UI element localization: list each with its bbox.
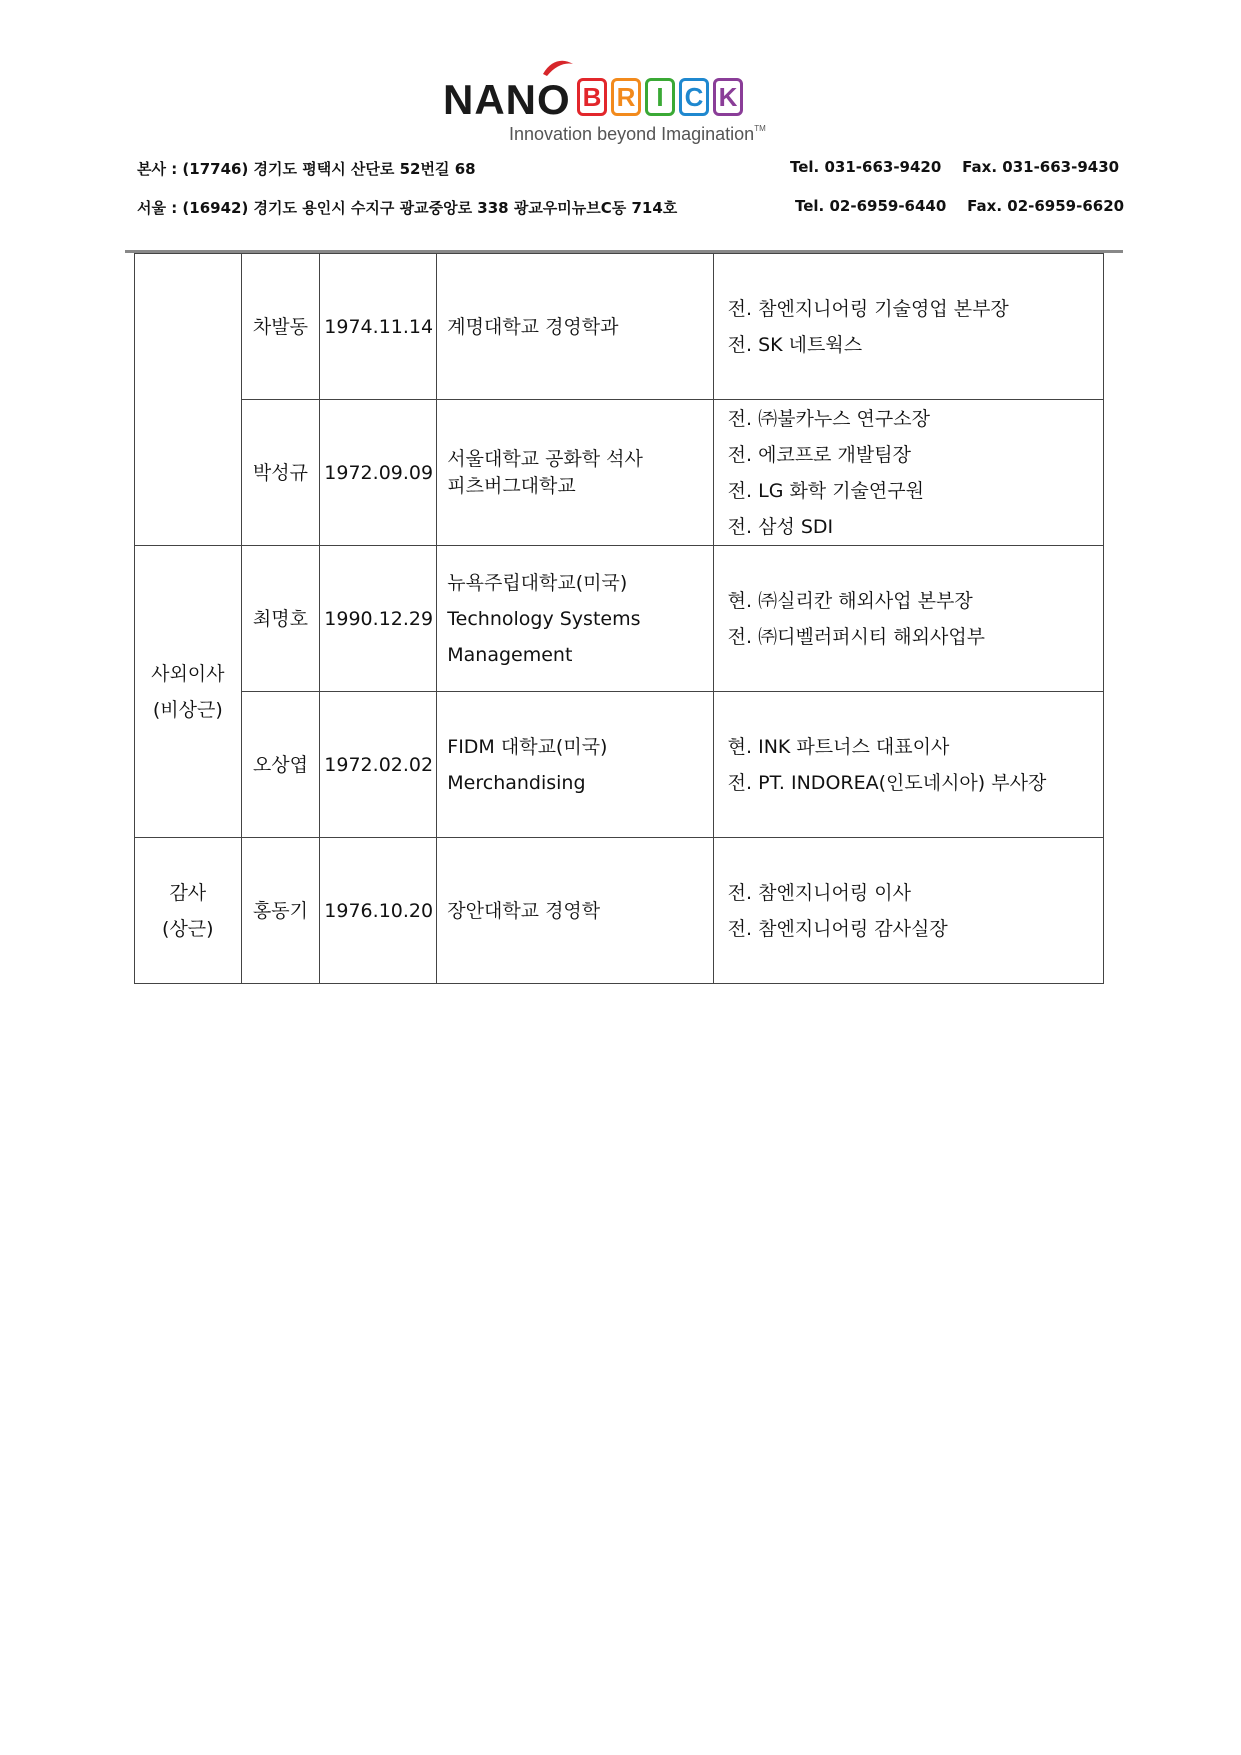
career-cell [713,400,1103,546]
name-cell: 박성규 [241,400,320,546]
education-line: 피츠버그대학교 [447,474,576,497]
logo-letter-b: B [577,78,607,116]
career-cell [713,838,1103,984]
education-cell [437,254,713,400]
education-line: Management [447,643,573,666]
logo-letter-i: I [645,78,675,116]
name-cell: 홍동기 [241,838,320,984]
education-line: Merchandising [447,771,586,794]
logo-letter-r: R [611,78,641,116]
name-cell: 차발동 [241,254,320,400]
company-logo [443,58,803,154]
education-cell [437,400,713,546]
executive-table [134,253,1104,984]
career-line: 전. 참엔지니어링 감사실장 [727,917,948,940]
position-line: (상근) [162,917,214,940]
logo-tagline [509,124,766,145]
logo-tm: TM [754,124,766,133]
career-line: 전. 참엔지니어링 이사 [727,881,911,904]
career-line: 현. INK 파트너스 대표이사 [727,735,950,758]
education-line: FIDM 대학교(미국) [447,735,608,758]
career-line: 전. ㈜불카누스 연구소장 [727,407,930,430]
logo-letter-k: K [713,78,743,116]
name-cell: 오상엽 [241,692,320,838]
career-cell [713,546,1103,692]
career-line: 전. 참엔지니어링 기술영업 본부장 [727,297,1009,320]
education-cell [437,546,713,692]
education-line: 뉴욕주립대학교(미국) [447,571,628,594]
name-cell: 최명호 [241,546,320,692]
seoul-address: 서울 : (16942) 경기도 용인시 수지구 광교중앙로 338 광교우미뉴브C동 714호 [137,199,678,217]
logo-swoosh-icon [541,58,575,78]
position-line: (비상근) [152,698,223,721]
position-cell [135,838,242,984]
position-cell [135,546,242,838]
table-row [135,546,1104,692]
education-cell [437,838,713,984]
career-line: 전. 삼성 SDI [727,515,834,538]
career-line: 전. ㈜디벨러퍼시티 해외사업부 [727,625,986,648]
birth-cell: 1972.09.09 [320,400,437,546]
career-line: 전. SK 네트웍스 [727,333,863,356]
birth-cell: 1976.10.20 [320,838,437,984]
birth-cell: 1974.11.14 [320,254,437,400]
seoul-contact: Tel. 02-6959-6440 Fax. 02-6959-6620 [795,197,1125,215]
table-row [135,400,1104,546]
career-line: 전. 에코프로 개발팀장 [727,443,911,466]
hq-contact: Tel. 031-663-9420 Fax. 031-663-9430 [790,158,1120,176]
logo-tagline-text: Innovation beyond Imagination [509,124,755,144]
career-line: 전. PT. INDOREA(인도네시아) 부사장 [727,771,1047,794]
education-line: 서울대학교 공화학 석사 [447,447,643,470]
position-line: 사외이사 [151,662,225,685]
birth-cell: 1972.02.02 [320,692,437,838]
position-cell-empty [135,254,242,546]
logo-letter-c: C [679,78,709,116]
table-row [135,692,1104,838]
birth-cell: 1990.12.29 [320,546,437,692]
table-row [135,254,1104,400]
career-line: 전. LG 화학 기술연구원 [727,479,924,502]
education-line: 장안대학교 경영학 [447,899,601,922]
hq-address: 본사 : (17746) 경기도 평택시 산단로 52번길 68 [137,160,476,178]
career-line: 현. ㈜실리칸 해외사업 본부장 [727,589,973,612]
position-line: 감사 [169,881,207,904]
education-cell [437,692,713,838]
career-cell [713,692,1103,838]
table-row [135,838,1104,984]
education-line: Technology Systems [447,607,641,630]
logo-nano-text: NANO [443,76,571,123]
career-cell [713,254,1103,400]
education-line: 계명대학교 경영학과 [447,315,619,338]
